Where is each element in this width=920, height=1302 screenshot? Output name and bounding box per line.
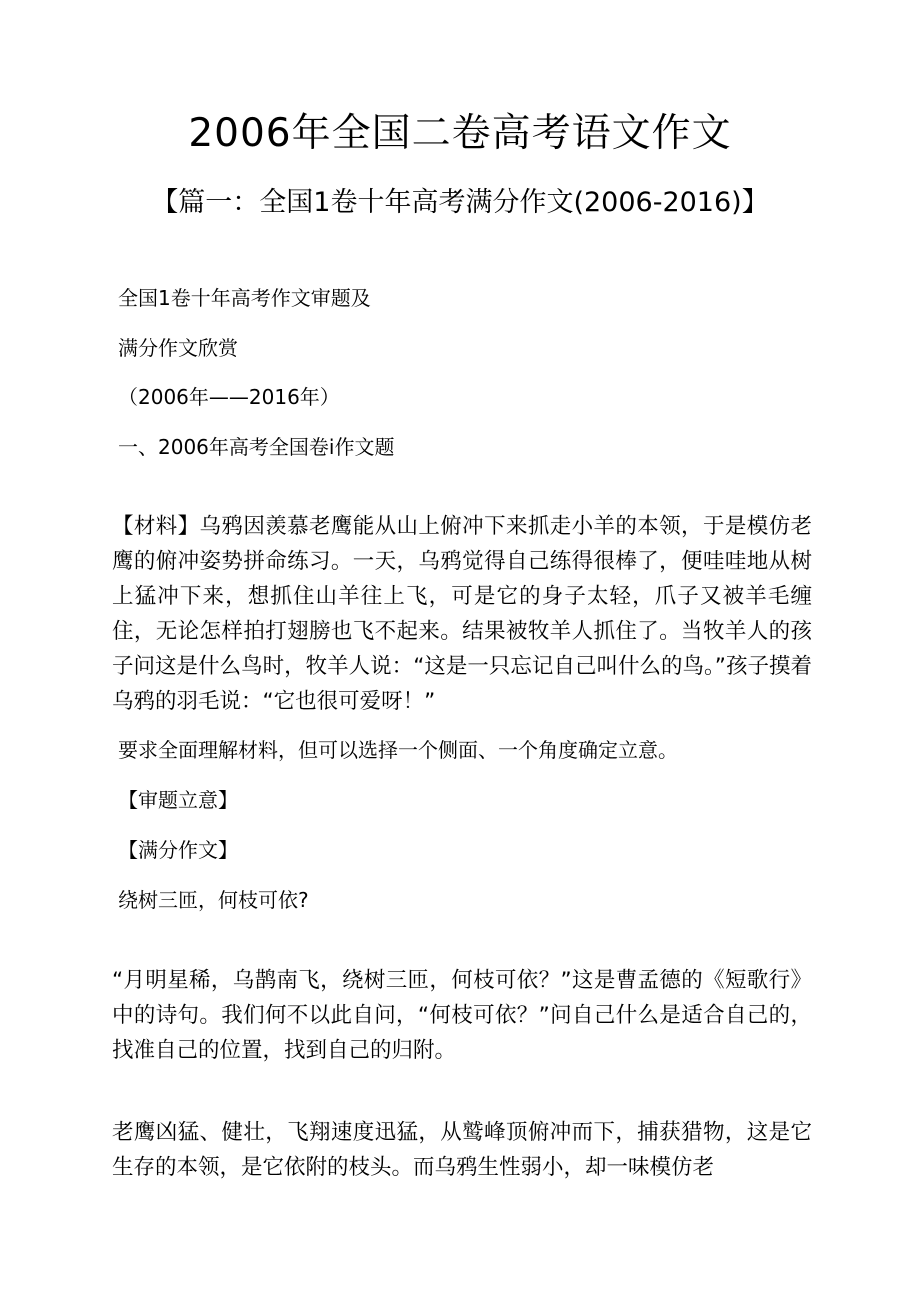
essay-title: 绕树三匝，何枝可依? — [118, 888, 309, 912]
intro-line-4: 一、2006年高考全国卷i作文题 — [118, 435, 395, 459]
material-paragraph: 【材料】乌鸦因羡慕老鹰能从山上俯冲下来抓走小羊的本领，于是模仿老鹰的俯冲姿势拼命练习。一天，乌鸦觉得自己练得很棒了，便哇哇地从树上猛冲下来，想抓住山羊往上飞，可是它的身子太轻，爪子又被羊毛缠住，无论怎样拍打翅膀也飞不起来。结果被牧羊人抓住了。当牧羊人的孩子问这是什么鸟时，牧羊人说：“这是一只忘记自己叫什么的鸟。”孩子摸着乌鸦的羽毛说：“它也很可爱呀！” — [112, 514, 812, 714]
section-review-heading: 【审题立意】 — [118, 788, 238, 812]
requirement-line: 要求全面理解材料，但可以选择一个侧面、一个角度确定立意。 — [118, 738, 678, 762]
section-essay-heading: 【满分作文】 — [118, 838, 238, 862]
intro-line-3: （2006年——2016年） — [118, 385, 340, 409]
essay-paragraph-1: “月明星稀，乌鹊南飞，绕树三匝，何枝可依？”这是曹孟德的《短歌行》中的诗句。我们何不以此自问，“何枝可依？”问自己什么是适合自己的，找准自己的位置，找到自己的归附。 — [112, 968, 812, 1063]
intro-line-2: 满分作文欣赏 — [118, 336, 238, 360]
document-subtitle: 【篇一：全国1卷十年高考满分作文(2006-2016)】 — [151, 187, 769, 218]
essay-paragraph-2: 老鹰凶猛、健壮，飞翔速度迅猛，从鹫峰顶俯冲而下，捕获猎物，这是它生存的本领，是它依附的枝头。而乌鸦生性弱小，却一味模仿老 — [112, 1120, 812, 1180]
document-title: 2006年全国二卷高考语文作文 — [188, 111, 732, 156]
intro-line-1: 全国1卷十年高考作文审题及 — [118, 286, 371, 310]
